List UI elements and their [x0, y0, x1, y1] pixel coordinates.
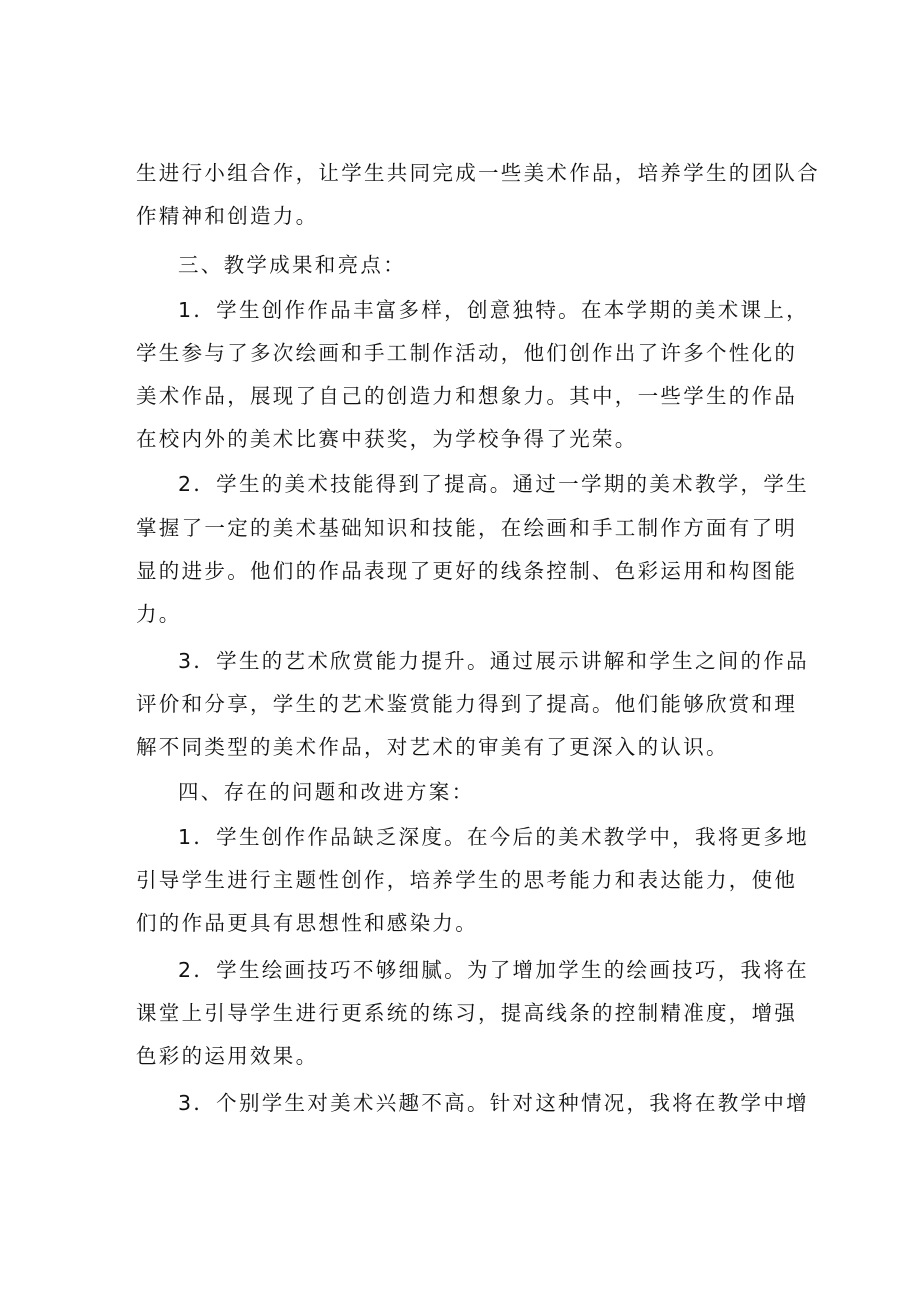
- paragraph-line: 1．学生创作作品缺乏深度。在今后的美术教学中，我将更多地: [178, 825, 809, 849]
- paragraph-line: 解不同类型的美术作品，对艺术的审美有了更深入的认识。: [136, 735, 729, 759]
- paragraph-line: 显的进步。他们的作品表现了更好的线条控制、色彩运用和构图能: [136, 559, 798, 583]
- paragraph-line: 作精神和创造力。: [136, 204, 319, 228]
- paragraph-line: 1．学生创作作品丰富多样，创意独特。在本学期的美术课上，: [178, 298, 809, 322]
- paragraph-line: 评价和分享，学生的艺术鉴赏能力得到了提高。他们能够欣赏和理: [136, 692, 798, 716]
- section-heading: 四、存在的问题和改进方案：: [178, 780, 475, 804]
- paragraph-line: 在校内外的美术比赛中获奖，为学校争得了光荣。: [136, 427, 638, 451]
- paragraph-line: 生进行小组合作，让学生共同完成一些美术作品，培养学生的团队合: [136, 161, 820, 185]
- paragraph-line: 课堂上引导学生进行更系统的练习，提高线条的控制精准度，增强: [136, 1001, 798, 1025]
- paragraph-line: 色彩的运用效果。: [136, 1044, 319, 1068]
- paragraph-line: 2．学生的美术技能得到了提高。通过一学期的美术教学，学生: [178, 472, 809, 496]
- paragraph-line: 掌握了一定的美术基础知识和技能，在绘画和手工制作方面有了明: [136, 516, 798, 540]
- paragraph-line: 3．个别学生对美术兴趣不高。针对这种情况，我将在教学中增: [178, 1091, 809, 1115]
- paragraph-line: 力。: [136, 602, 182, 626]
- paragraph-line: 3．学生的艺术欣赏能力提升。通过展示讲解和学生之间的作品: [178, 649, 809, 673]
- paragraph-line: 2．学生绘画技巧不够细腻。为了增加学生的绘画技巧，我将在: [178, 958, 809, 982]
- paragraph-line: 们的作品更具有思想性和感染力。: [136, 911, 478, 935]
- paragraph-line: 引导学生进行主题性创作，培养学生的思考能力和表达能力，使他: [136, 868, 798, 892]
- paragraph-line: 学生参与了多次绘画和手工制作活动，他们创作出了许多个性化的: [136, 341, 798, 365]
- paragraph-line: 美术作品，展现了自己的创造力和想象力。其中，一些学生的作品: [136, 384, 798, 408]
- section-heading: 三、教学成果和亮点：: [178, 253, 406, 277]
